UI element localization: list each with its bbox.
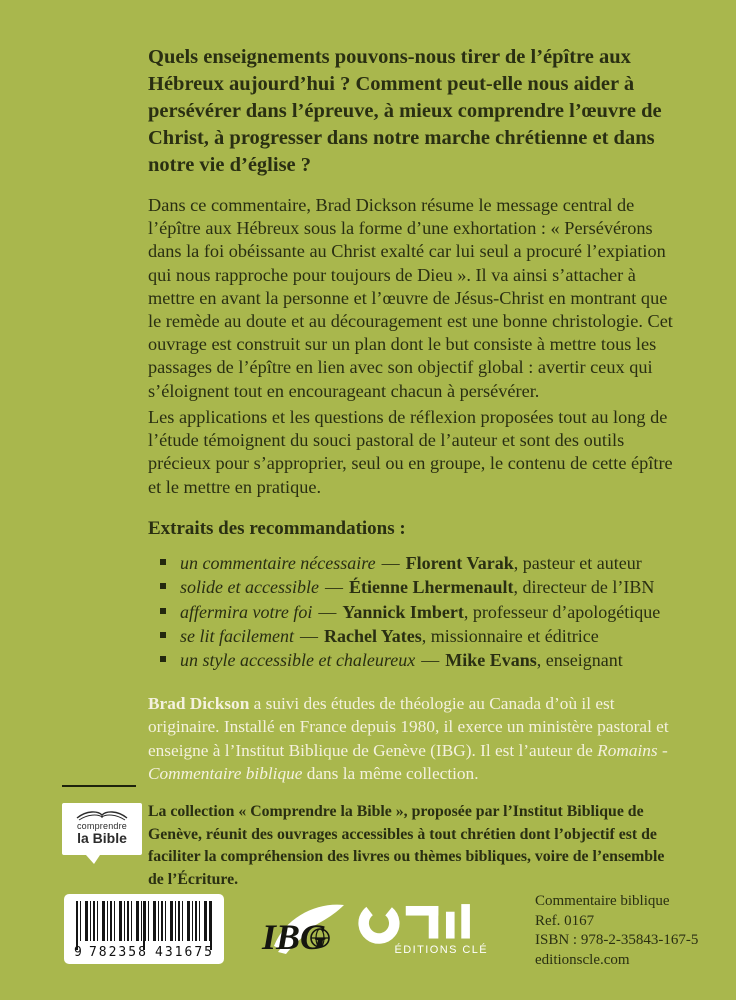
recommendation-item (148, 648, 674, 672)
recommendation-quote: un style accessible et chaleureux (180, 650, 416, 671)
bullet-square-icon (160, 583, 166, 589)
em-dash: — (381, 553, 400, 573)
barcode-guard (210, 901, 212, 950)
bio-text-2: dans la même collection. (302, 764, 479, 784)
collection-description: La collection « Comprendre la Bible », proposée par l’Institut Biblique de Genève, réunit des ouvrages accessibles à tout chrétien dont l’objectif est de faciliter la compréhension des livres ou thèmes bibliques, voire de l’ensemble de l’Écriture. (148, 803, 665, 888)
recommendation-item (148, 624, 674, 648)
publication-info (535, 892, 698, 970)
bio-text-1: a suivi des études de théologie au Canada d’où il est originaire. Installé en France depuis 1980, il exerce un ministère pastoral et enseigne à l’Institut Biblique de Genève (IBG). Il est l’auteur de (148, 694, 669, 760)
author-bio (148, 692, 674, 786)
recommender-name: Mike Evans (445, 650, 537, 671)
ibg-logo (258, 898, 346, 964)
bullet-square-icon (160, 559, 166, 565)
recommender-role: , missionnaire et éditrice (421, 625, 599, 646)
recommender-name: Florent Varak (405, 553, 514, 573)
pub-info-line: editionscle.com (535, 951, 630, 968)
recommender-name: Rachel Yates (323, 625, 422, 646)
em-dash: — (318, 601, 337, 622)
applications-paragraph: Les applications et les questions de réflexion proposées tout au long de l’étude témoignent du souci pastoral de l’auteur et sont des outils précieux pour s’approprier, seul ou en groupe, le contenu de cette épître et le mettre en pratique. (148, 407, 673, 497)
recommendation-quote: solide et accessible (180, 577, 319, 598)
recommendation-quote: affermira votre foi (180, 601, 313, 622)
pub-info-line: Ref. 0167 (535, 912, 595, 929)
editions-cle-text: ÉDITIONS CLÉ (394, 943, 489, 956)
em-dash: — (299, 625, 318, 646)
ibg-text: IBG (262, 917, 327, 957)
ean-barcode (64, 894, 224, 964)
recommendation-quote: un commentaire nécessaire (180, 553, 376, 573)
barcode-guard (76, 901, 78, 950)
open-book-icon (74, 807, 130, 821)
section-divider (62, 785, 136, 787)
recommendation-item (148, 600, 674, 624)
recommender-role: , pasteur et auteur (513, 553, 642, 573)
barcode-guard (143, 901, 145, 950)
barcode-group-1: 782358 (88, 945, 148, 960)
recommender-role: , enseignant (536, 650, 623, 671)
bio-work-title: Romains - Commentaire biblique (148, 740, 668, 784)
bullet-square-icon (160, 656, 166, 662)
clb-logo-line1: comprendre (76, 821, 128, 831)
summary-paragraph: Dans ce commentaire, Brad Dickson résume le message central de l’épître aux Hébreux sous la forme d’une exhortation : « Persévérons dans la foi obéissante au Christ exalté car lui seul a procuré l’expiation qui nous rapproche pour toujours de Dieu ». Il va ainsi s’attacher à mettre en avant la personne et l’œuvre de Jésus-Christ en montrant que le remède au doute et au découragement est une bonne christologie. Cet ouvrage est construit sur un plan dont le but consiste à mettre tous les passages de l’épître en lien avec son objectif global : avertir ceux qui s’éloignent tout en encourageant chacun à persévérer. (148, 195, 673, 401)
pub-info-line: ISBN : 978-2-35843-167-5 (535, 932, 699, 948)
recommendation-quote: se lit facilement (180, 625, 294, 646)
recommender-role: , professeur d’apologétique (463, 601, 661, 622)
recommendation-item (148, 575, 674, 599)
recommendation-item (148, 551, 674, 575)
bullet-square-icon (160, 608, 166, 614)
em-dash: — (421, 650, 440, 671)
em-dash: — (324, 577, 343, 598)
recommender-name: Yannick Imbert (342, 601, 464, 622)
author-name: Brad Dickson (148, 694, 250, 713)
bullet-square-icon (160, 632, 166, 638)
editions-cle-logo (356, 898, 490, 958)
recommender-role: , directeur de l’IBN (513, 577, 655, 598)
barcode-digits (74, 945, 214, 960)
clb-logo-line2: la Bible (77, 830, 127, 846)
recommendations-list (148, 551, 674, 672)
comprendre-la-bible-logo (62, 803, 142, 855)
barcode-digit-left: 9 (74, 945, 82, 960)
barcode-group-2: 431675 (155, 945, 214, 960)
intro-paragraph: Quels enseignements pouvons-nous tirer de l’épître aux Hébreux aujourd’hui ? Comment peut-elle nous aider à persévérer dans l’épreuve, à mieux comprendre l’œuvre de Christ, à progresser dans notre marche chrétienne et dans notre vie d’église ? (148, 46, 662, 176)
recommendations-heading: Extraits des recommandations : (148, 518, 406, 539)
speech-bubble-tail (86, 855, 100, 864)
recommender-name: Étienne Lhermenault (348, 577, 514, 598)
pub-info-line: Commentaire biblique (535, 893, 670, 909)
